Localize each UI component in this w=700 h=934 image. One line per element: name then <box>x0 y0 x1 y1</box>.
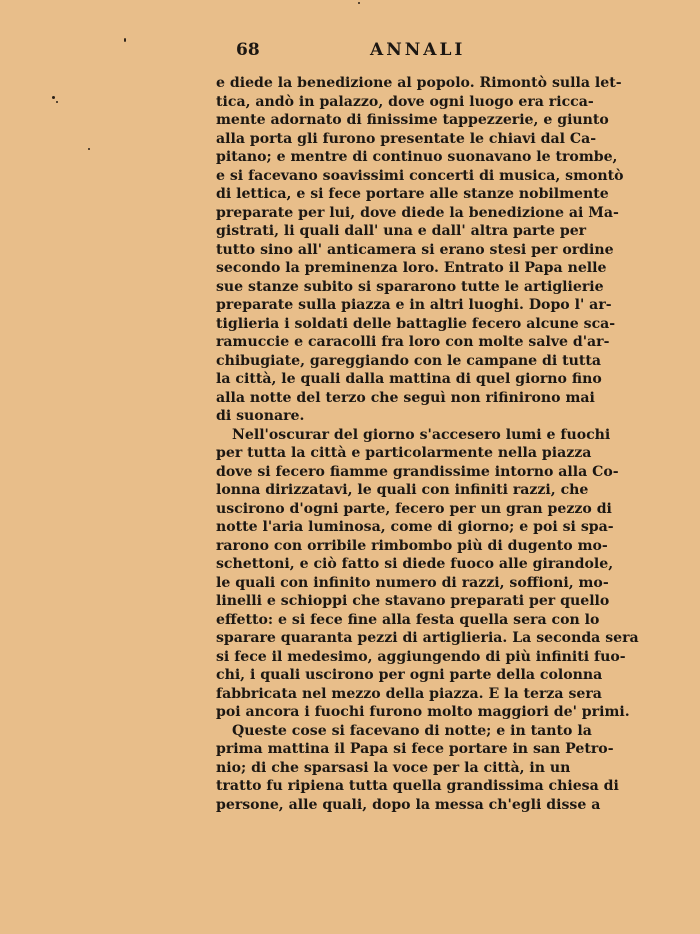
text-line: fabbricata nel mezzo della piazza. E la terza sera <box>216 685 602 702</box>
text-line: e si facevano soavissimi concerti di musica, smontò <box>216 167 624 184</box>
text-line: tiglieria i soldati delle battaglie fecero alcune sca- <box>216 315 616 332</box>
text-line: sparare quaranta pezzi di artiglieria. La seconda sera <box>216 630 639 646</box>
body-text <box>216 74 639 814</box>
text-line: uscirono d'ogni parte, fecero per un gran pezzo di <box>216 500 612 517</box>
running-title: ANNALI <box>370 40 466 60</box>
text-line: si fece il medesimo, aggiungendo di più infiniti fuo- <box>216 648 626 665</box>
text-line: preparate sulla piazza e in altri luoghi. Dopo l' ar- <box>216 297 612 313</box>
text-line: gistrati, li quali dall' una e dall' altra parte per <box>216 223 587 239</box>
text-line: le quali con infinito numero di razzi, soffioni, mo- <box>216 574 609 591</box>
text-line: alla notte del terzo che seguì non rifinirono mai <box>216 389 595 406</box>
ink-speck <box>56 101 58 103</box>
text-line: chibugiate, gareggiando con le campane di tutta <box>216 352 602 369</box>
text-line: notte l'aria luminosa, come di giorno; e poi si spa- <box>216 519 614 535</box>
text-line: per tutta la città e particolarmente nella piazza <box>216 445 592 461</box>
text-line: nio; di che sparsasi la voce per la città, in un <box>216 759 571 776</box>
text-line: lonna dirizzatavi, le quali con infiniti razzi, che <box>216 482 589 498</box>
ink-speck <box>124 38 126 42</box>
text-line: rarono con orribile rimbombo più di dugento mo- <box>216 537 608 554</box>
text-line: secondo la preminenza loro. Entrato il Papa nelle <box>216 260 607 276</box>
text-line: di lettica, e si fece portare alle stanze nobilmente <box>216 186 609 202</box>
text-line: linelli e schioppi che stavano preparati per quello <box>216 593 610 609</box>
text-line: tratto fu ripiena tutta quella grandissima chiesa di <box>216 778 619 794</box>
text-line: di suonare. <box>216 408 305 424</box>
ink-speck <box>88 148 90 150</box>
text-line: effetto: e si fece fine alla festa quella sera con lo <box>216 611 600 628</box>
text-line: mente adornato di finissime tappezzerie, e giunto <box>216 112 609 128</box>
paragraph-first-line: Nell'oscurar del giorno s'accesero lumi e fuochi <box>232 426 611 443</box>
text-line: sue stanze subito si spararono tutte le artiglierie <box>216 278 604 295</box>
text-line: schettoni, e ciò fatto si diede fuoco alle girandole, <box>216 556 614 572</box>
text-line: poi ancora i fuochi furono molto maggiori de' primi. <box>216 704 630 720</box>
text-line: alla porta gli furono presentate le chiavi dal Ca- <box>216 130 597 147</box>
text-line: persone, alle quali, dopo la messa ch'egli disse a <box>216 796 601 813</box>
text-line: la città, le quali dalla mattina di quel giorno fino <box>216 371 602 387</box>
ink-speck <box>52 96 55 99</box>
paragraph-first-line: Queste cose si facevano di notte; e in tanto la <box>232 722 592 739</box>
page-number: 68 <box>236 40 260 60</box>
text-line: chi, i quali uscirono per ogni parte della colonna <box>216 667 603 683</box>
text-line: e diede la benedizione al popolo. Rimontò sulla let- <box>216 75 622 91</box>
text-line: pitano; e mentre di continuo suonavano le trombe, <box>216 149 618 165</box>
ink-speck <box>358 2 360 4</box>
page-header <box>236 40 636 64</box>
text-line: dove si fecero fiamme grandissime intorno alla Co- <box>216 463 619 480</box>
text-line: tica, andò in palazzo, dove ogni luogo era ricca- <box>216 93 594 110</box>
text-line: prima mattina il Papa si fece portare in san Petro- <box>216 741 614 757</box>
text-line: ramuccie e caracolli fra loro con molte salve d'ar- <box>216 334 610 350</box>
text-line: preparate per lui, dove diede la benedizione ai Ma- <box>216 204 619 221</box>
text-line: tutto sino all' anticamera si erano stesi per ordine <box>216 241 614 258</box>
